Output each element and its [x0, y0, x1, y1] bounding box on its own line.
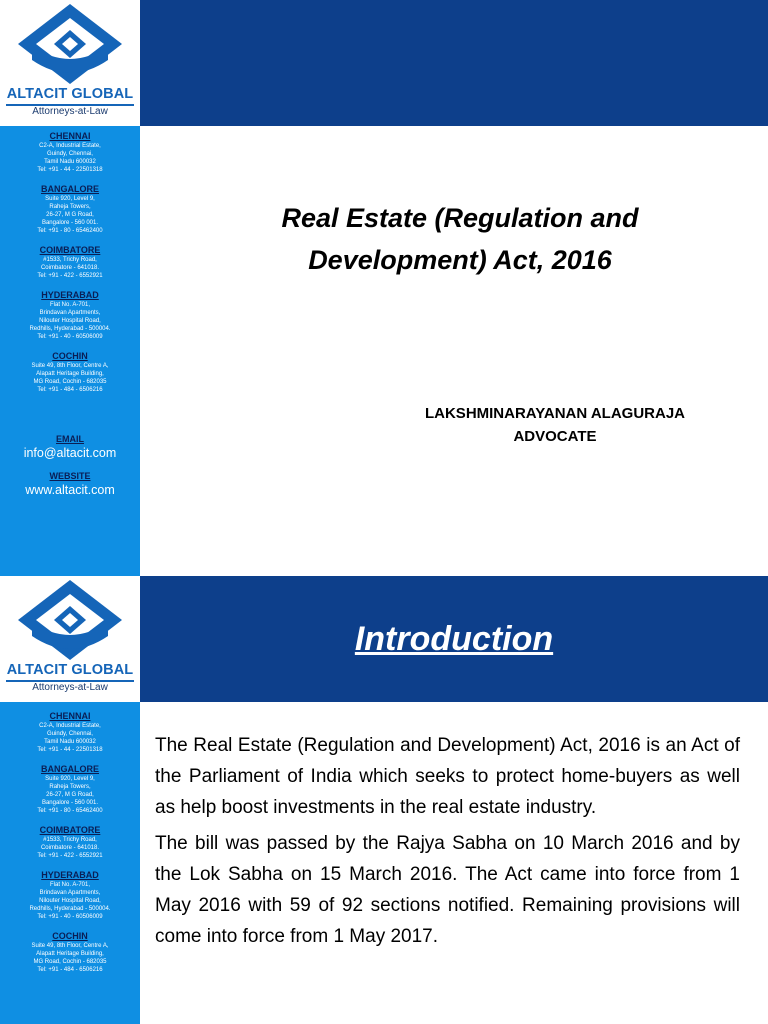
office-address-line: Suite 920, Level 9,: [45, 196, 95, 202]
office-address-line: Guindy, Chennai,: [47, 151, 93, 157]
office-address-line: Bangalore - 560 001.: [41, 800, 99, 806]
office-phone: Tel: +91 - 44 - 22501318: [37, 747, 103, 753]
office-address-line: Guindy, Chennai,: [47, 731, 93, 737]
office-contacts: [0, 702, 140, 1024]
office-address-line: Bangalore - 560 001.: [41, 220, 99, 226]
office-bangalore: [0, 184, 140, 235]
office-address-line: Alapatt Heritage Building,: [36, 951, 104, 957]
office-address-line: Raheja Towers,: [49, 784, 91, 790]
office-city: CHENNAI: [49, 131, 91, 141]
office-phone: Tel: +91 - 484 - 6506216: [37, 387, 103, 393]
office-phone: Tel: +91 - 40 - 60506009: [37, 914, 103, 920]
office-address-line: MG Road, Cochin - 682035: [33, 959, 107, 965]
email-label: EMAIL: [56, 434, 84, 444]
office-chennai: [0, 711, 140, 754]
office-phone: Tel: +91 - 44 - 22501318: [37, 167, 103, 173]
logo-area: [0, 576, 140, 702]
office-address-line: Coimbatore - 641018.: [40, 845, 100, 851]
office-address-line: C2-A, Industrial Estate,: [39, 723, 101, 729]
office-address-line: Flat No. A-701,: [49, 882, 91, 888]
office-address-line: Suite 49, 8th Floor, Centre A,: [31, 363, 109, 369]
office-city: BANGALORE: [41, 184, 99, 194]
office-address-line: Brindavan Apartments,: [39, 310, 101, 316]
website-link[interactable]: www.altacit.com: [25, 483, 115, 497]
office-coimbatore: [0, 245, 140, 280]
office-address-line: Brindavan Apartments,: [39, 890, 101, 896]
body-paragraph: The bill was passed by the Rajya Sabha on 10 March 2016 and by the Lok Sabha on 15 March 2016. The Act came into force from 1 May 2016 with 59 of 92 sections notified. Remaining provisions will come into force from 1 May 2017.: [155, 833, 740, 947]
author-name: LAKSHMINARAYANAN ALAGURAJA: [424, 405, 686, 422]
office-phone: Tel: +91 - 484 - 6506216: [37, 967, 103, 973]
altacit-logo-icon: [14, 2, 126, 86]
office-phone: Tel: +91 - 40 - 60506009: [37, 334, 103, 340]
office-address-line: Suite 49, 8th Floor, Centre A,: [31, 943, 109, 949]
office-hyderabad: [0, 290, 140, 341]
office-address-line: Redhills, Hyderabad - 500004.: [29, 326, 111, 332]
office-phone: Tel: +91 - 80 - 65462400: [37, 808, 103, 814]
office-phone: Tel: +91 - 422 - 6552921: [37, 853, 103, 859]
logo-area: [0, 0, 140, 126]
office-phone: Tel: +91 - 422 - 6552921: [37, 273, 103, 279]
sidebar: [0, 576, 140, 1024]
slide-title: [152, 197, 768, 281]
website-label: WEBSITE: [49, 471, 91, 481]
office-address-line: Suite 920, Level 9,: [45, 776, 95, 782]
brand-name: ALTACIT GLOBAL: [6, 662, 134, 678]
office-address-line: Tamil Nadu 600032: [44, 159, 96, 165]
office-address-line: #1533, Trichy Road,: [43, 257, 97, 263]
office-city: COCHIN: [52, 351, 88, 361]
office-address-line: 26-27, M G Road,: [46, 212, 94, 218]
title-line: Real Estate (Regulation and: [281, 203, 639, 233]
office-address-line: MG Road, Cochin - 682035: [33, 379, 107, 385]
office-address-line: Coimbatore - 641018.: [40, 265, 100, 271]
office-city: HYDERABAD: [41, 870, 99, 880]
office-cochin: [0, 931, 140, 974]
office-city: COIMBATORE: [39, 825, 101, 835]
office-hyderabad: [0, 870, 140, 921]
author-block: [380, 402, 730, 448]
office-address-line: Tamil Nadu 600032: [44, 739, 96, 745]
office-address-line: Redhills, Hyderabad - 500004.: [29, 906, 111, 912]
office-address-line: #1533, Trichy Road,: [43, 837, 97, 843]
slide-body: [155, 730, 740, 957]
header-banner: [140, 0, 768, 126]
brand-name: ALTACIT GLOBAL: [6, 86, 134, 102]
office-city: COIMBATORE: [39, 245, 101, 255]
office-coimbatore: [0, 825, 140, 860]
office-city: HYDERABAD: [41, 290, 99, 300]
body-paragraph: The Real Estate (Regulation and Development) Act, 2016 is an Act of the Parliament of India which seeks to protect home-buyers as well as help boost investments in the real estate industry.: [155, 735, 740, 818]
office-cochin: [0, 351, 140, 394]
office-bangalore: [0, 764, 140, 815]
office-city: CHENNAI: [49, 711, 91, 721]
author-role: ADVOCATE: [513, 428, 597, 445]
office-address-line: 26-27, M G Road,: [46, 792, 94, 798]
office-city: COCHIN: [52, 931, 88, 941]
office-address-line: Nilouter Hospital Road,: [39, 318, 101, 324]
altacit-logo-icon: [14, 578, 126, 662]
office-address-line: Raheja Towers,: [49, 204, 91, 210]
office-city: BANGALORE: [41, 764, 99, 774]
email-link[interactable]: info@altacit.com: [23, 446, 117, 460]
slide-heading: Introduction: [354, 620, 554, 658]
brand-tagline: Attorneys-at-Law: [32, 682, 108, 693]
brand-tagline: Attorneys-at-Law: [32, 106, 108, 117]
title-line: Development) Act, 2016: [308, 245, 612, 275]
office-address-line: C2-A, Industrial Estate,: [39, 143, 101, 149]
office-address-line: Flat No. A-701,: [49, 302, 91, 308]
office-chennai: [0, 131, 140, 174]
office-phone: Tel: +91 - 80 - 65462400: [37, 228, 103, 234]
office-contacts: [0, 126, 140, 576]
office-address-line: Alapatt Heritage Building,: [36, 371, 104, 377]
office-address-line: Nilouter Hospital Road,: [39, 898, 101, 904]
sidebar: [0, 0, 140, 576]
